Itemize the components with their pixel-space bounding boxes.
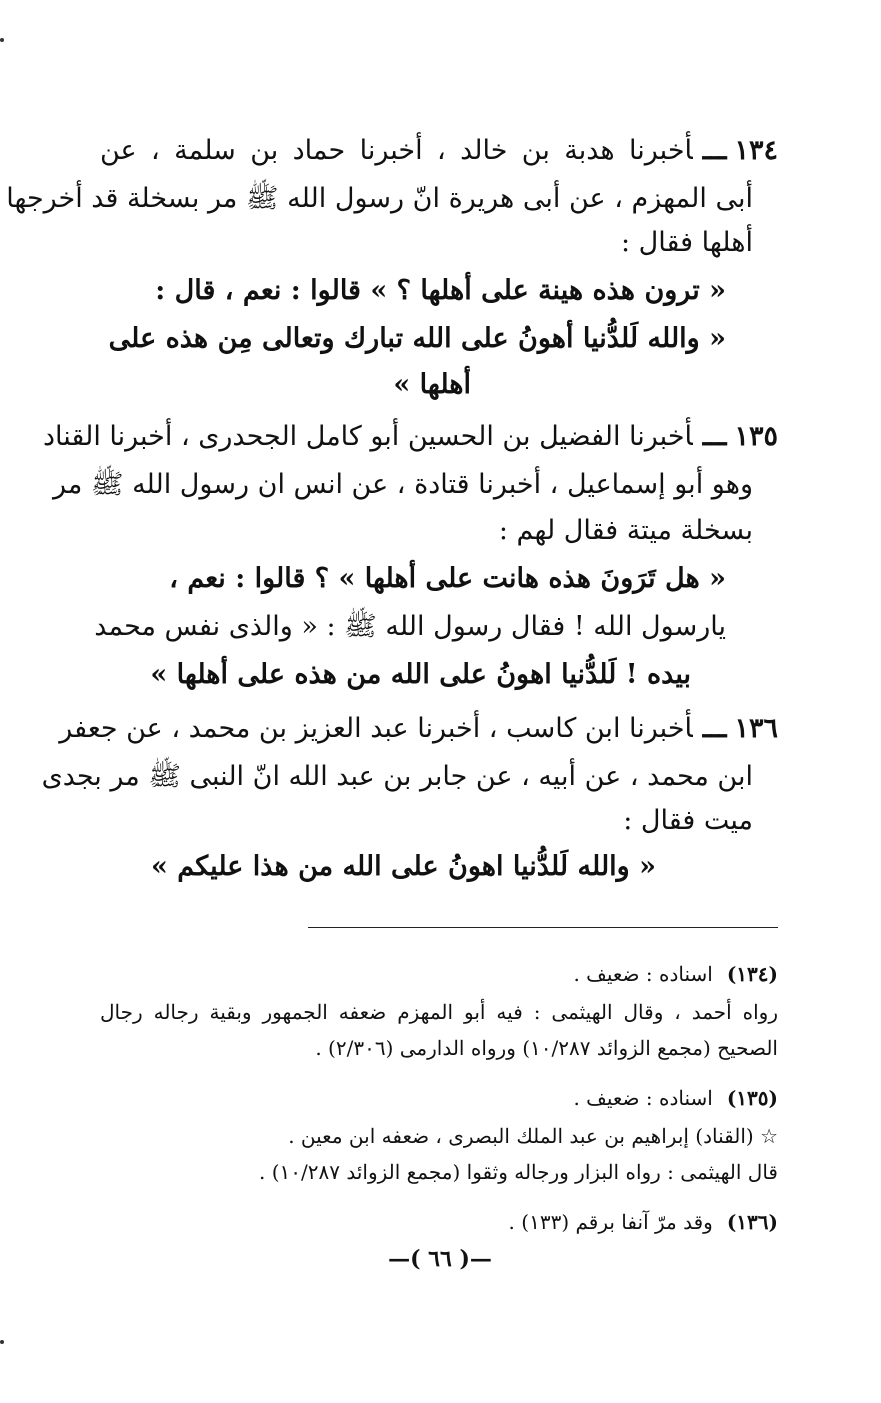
- footnote-text: اسناده : ضعيف .: [573, 1086, 713, 1110]
- footnote-135-line-3: قال الهيثمى : رواه البزار ورجاله وثقوا (مجمع الزوائد ١٠/٢٨٧) .: [258, 1160, 778, 1184]
- entry-135-quote-2: يارسول الله ! فقال رسول الله ﷺ : « والذى نفس محمد: [94, 611, 726, 642]
- entry-136-quote-1: « والله لَلدُّنيا اهونُ على الله من هذا عليكم »: [151, 851, 656, 882]
- entry-134-quote-1: « ترون هذه هينة على أهلها ؟ » قالوا : نعم ، قال :: [155, 275, 726, 306]
- entry-number: ١٣٥: [734, 421, 778, 452]
- entry-136-line-3: ميت فقال :: [623, 805, 753, 836]
- scan-speck: [0, 1340, 4, 1344]
- entry-134-line-2: أبى المهزم ، عن أبى هريرة انّ رسول الله ﷺ مر بسخلة قد أخرجها: [6, 183, 753, 214]
- entry-dash: ـــ: [702, 135, 727, 166]
- footnote-number: (١٣٤): [726, 962, 778, 986]
- page-number: —( ٦٦ )—: [388, 1246, 492, 1272]
- entry-number: ١٣٤: [734, 135, 778, 166]
- footnote-text: اسناده : ضعيف .: [573, 962, 713, 986]
- entry-135-quote-3: بيده ! لَلدُّنيا اهونُ على الله من هذه على أهلها »: [150, 659, 691, 690]
- entry-136-line-1: [59, 706, 778, 752]
- footnote-134-line-2: رواه أحمد ، وقال الهيثمى : فيه أبو المهزم ضعفه الجمهور وبقية رجاله رجال: [100, 1000, 778, 1024]
- entry-135-quote-1: « هل تَرَونَ هذه هانت على أهلها » ؟ قالوا : نعم ،: [169, 563, 726, 594]
- entry-135-line-2: وهو أبو إسماعيل ، أخبرنا قتادة ، عن انس ان رسول الله ﷺ مر: [52, 469, 753, 500]
- entry-text: أخبرنا هدبة بن خالد ، أخبرنا حماد بن سلمة ، عن: [100, 135, 693, 166]
- entry-134-line-1: [100, 128, 778, 174]
- footnote-135-line-2: ☆ (القناد) إبراهيم بن عبد الملك البصرى ، ضعفه ابن معين .: [288, 1124, 778, 1148]
- entry-134-quote-2: « والله لَلدُّنيا أهونُ على الله تبارك وتعالى مِن هذه على: [108, 323, 726, 354]
- footnote-136-line-1: [509, 1204, 778, 1240]
- footnote-number: (١٣٥): [726, 1086, 778, 1110]
- entry-134-line-3: أهلها فقال :: [620, 227, 753, 258]
- entry-135-line-3: بسخلة ميتة فقال لهم :: [498, 515, 753, 546]
- footnote-134-line-1: [573, 956, 778, 992]
- entry-dash: ـــ: [702, 421, 727, 452]
- footnote-separator: [308, 927, 778, 928]
- footnote-number: (١٣٦): [726, 1210, 778, 1234]
- entry-136-line-2: ابن محمد ، عن أبيه ، عن جابر بن عبد الله انّ النبى ﷺ مر بجدى: [41, 761, 753, 792]
- entry-text: أخبرنا الفضيل بن الحسين أبو كامل الجحدرى ، أخبرنا القناد: [43, 421, 693, 452]
- scan-speck: [0, 38, 4, 42]
- footnote-134-line-3: الصحيح (مجمع الزوائد ١٠/٢٨٧) ورواه الدارمى (٢/٣٠٦) .: [315, 1036, 778, 1060]
- entry-134-quote-3: أهلها »: [393, 369, 471, 400]
- footnote-135-line-1: [573, 1080, 778, 1116]
- entry-dash: ـــ: [702, 713, 727, 744]
- footnote-text: وقد مرّ آنفا برقم (١٣٣) .: [508, 1210, 713, 1234]
- entry-text: أخبرنا ابن كاسب ، أخبرنا عبد العزيز بن محمد ، عن جعفر: [59, 713, 693, 744]
- entry-135-line-1: [43, 414, 778, 460]
- entry-number: ١٣٦: [734, 713, 778, 744]
